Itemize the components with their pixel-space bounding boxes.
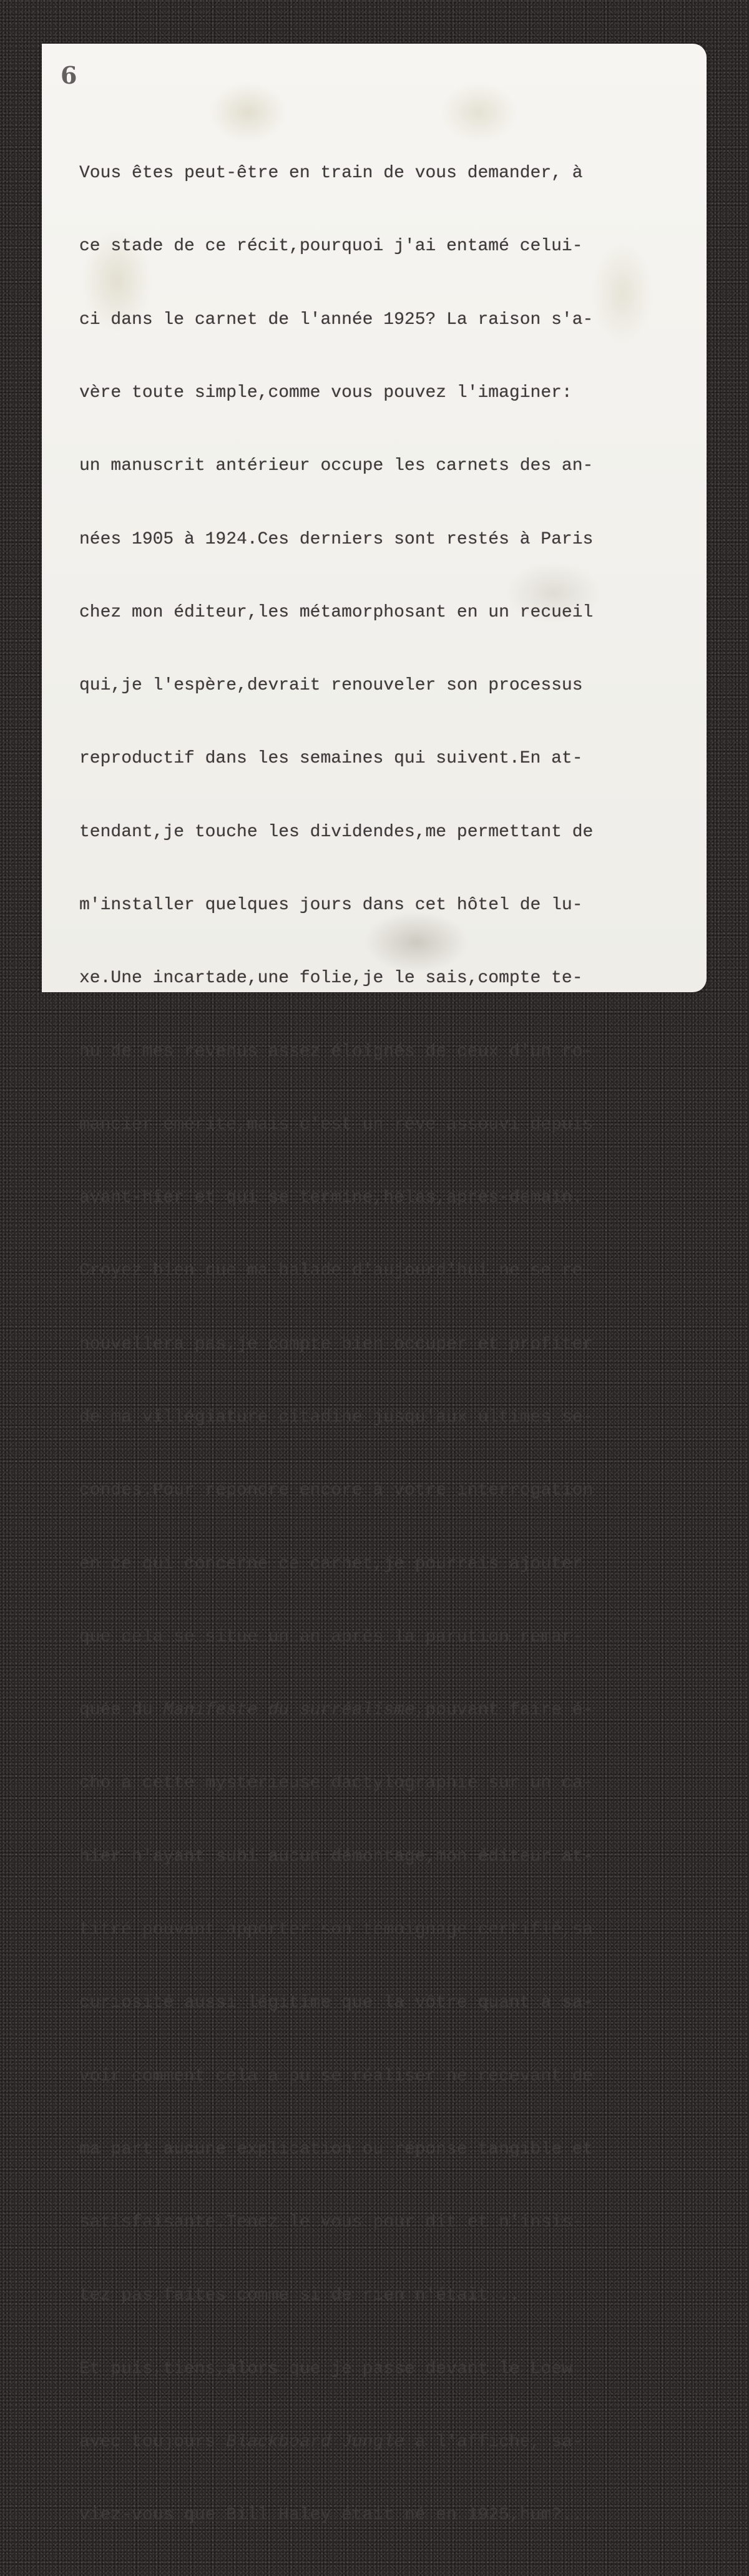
text-line: Et puis,tiens,alors que je passe devant le Loew	[79, 2359, 572, 2379]
text-line: un manuscrit antérieur occupe les carnets des an-	[79, 456, 594, 476]
typewritten-text	[79, 112, 697, 2576]
text-line: ci dans le carnet de l'année 1925? La raison s'a-	[79, 310, 594, 329]
text-segment: à l'affiche, sa-	[404, 2432, 583, 2452]
text-line: viez-vous que Bill Haley était né en 1925,hum?...	[79, 2505, 594, 2525]
text-line: ce stade de ce récit,pourquoi j'ai entamé celui-	[79, 237, 583, 256]
text-line: satisfaisante.Tenez-le vous pour dit et n'insis-	[79, 2213, 583, 2233]
text-line: reproductif dans les semaines qui suivent.En at-	[79, 749, 583, 769]
movie-title-blackboard-jungle: Blackboard Jungle	[226, 2432, 404, 2452]
text-line: Croyez bien que ma balade d'aujourd'hui ne se re-	[79, 1261, 594, 1281]
book-title-manifeste: Manifeste du surréalisme	[163, 1700, 415, 1720]
text-line: xe.Une incartade,une folie,je le sais,compte te-	[79, 968, 583, 988]
page-number: 6	[61, 61, 77, 89]
text-line: ma part aucune explication ou réponse tangible et	[79, 2139, 594, 2159]
text-line: vère toute simple,comme vous pouvez l'imaginer:	[79, 383, 572, 403]
text-line: titré pouvant apporter son témoignage certifié,sa	[79, 1920, 594, 1939]
text-line-with-title	[79, 1698, 697, 1722]
text-line: mancier émérite,mais c'est un rêve assouvi depuis	[79, 1115, 594, 1134]
text-line: en ce qui concerne ce carnet,je pourrais ajouter	[79, 1554, 583, 1574]
text-line: Vous êtes peut-être en train de vous demander, à	[79, 163, 583, 183]
text-line: condes.Pour répondre encore à votre interrogation	[79, 1481, 594, 1501]
text-line: nouvellera pas,je compte bien occuper et profiter	[79, 1334, 594, 1354]
text-line: nu de mes revenus assez éloignés de ceux d'un ro-	[79, 1042, 594, 1061]
text-line: chez mon éditeur,les métamorphosant en un recueil	[79, 602, 594, 622]
text-line: avant-hier et qui se termine,hélas,après-demain.	[79, 1188, 583, 1208]
text-segment: quée du	[79, 1700, 164, 1720]
text-line: curiosité aussi légitime que la vôtre quant à sa-	[79, 1993, 594, 2013]
text-line: qui,je l'espère,devrait renouveler son processus	[79, 676, 583, 696]
text-segment: ,pouvant faire é-	[414, 1700, 594, 1720]
text-segment: avec toujours	[79, 2432, 227, 2452]
text-line: tez pas,faites comme si de rien n'était...	[79, 2286, 520, 2306]
text-line: m'installer quelques jours dans cet hôtel de lu-	[79, 895, 583, 915]
text-line-with-title	[79, 2430, 697, 2454]
text-line: nées 1905 à 1924.Ces derniers sont restés à Paris	[79, 529, 594, 549]
text-line: hier n'ayant subi aucun démontage,mon éditeur at-	[79, 1847, 594, 1866]
manuscript-page	[42, 44, 707, 2525]
text-line: tendant,je touche les dividendes,me permettant de	[79, 822, 594, 842]
text-line: de ma villégiature citadine jusqu'aux ultimes se-	[79, 1407, 594, 1427]
text-line: cho à cette mystérieuse dactylographie sur un ca-	[79, 1773, 594, 1793]
text-line: que cela se situe un an après la parution remar-	[79, 1627, 583, 1647]
text-line: voir comment cela a pu se réaliser ne recevant de	[79, 2066, 594, 2086]
